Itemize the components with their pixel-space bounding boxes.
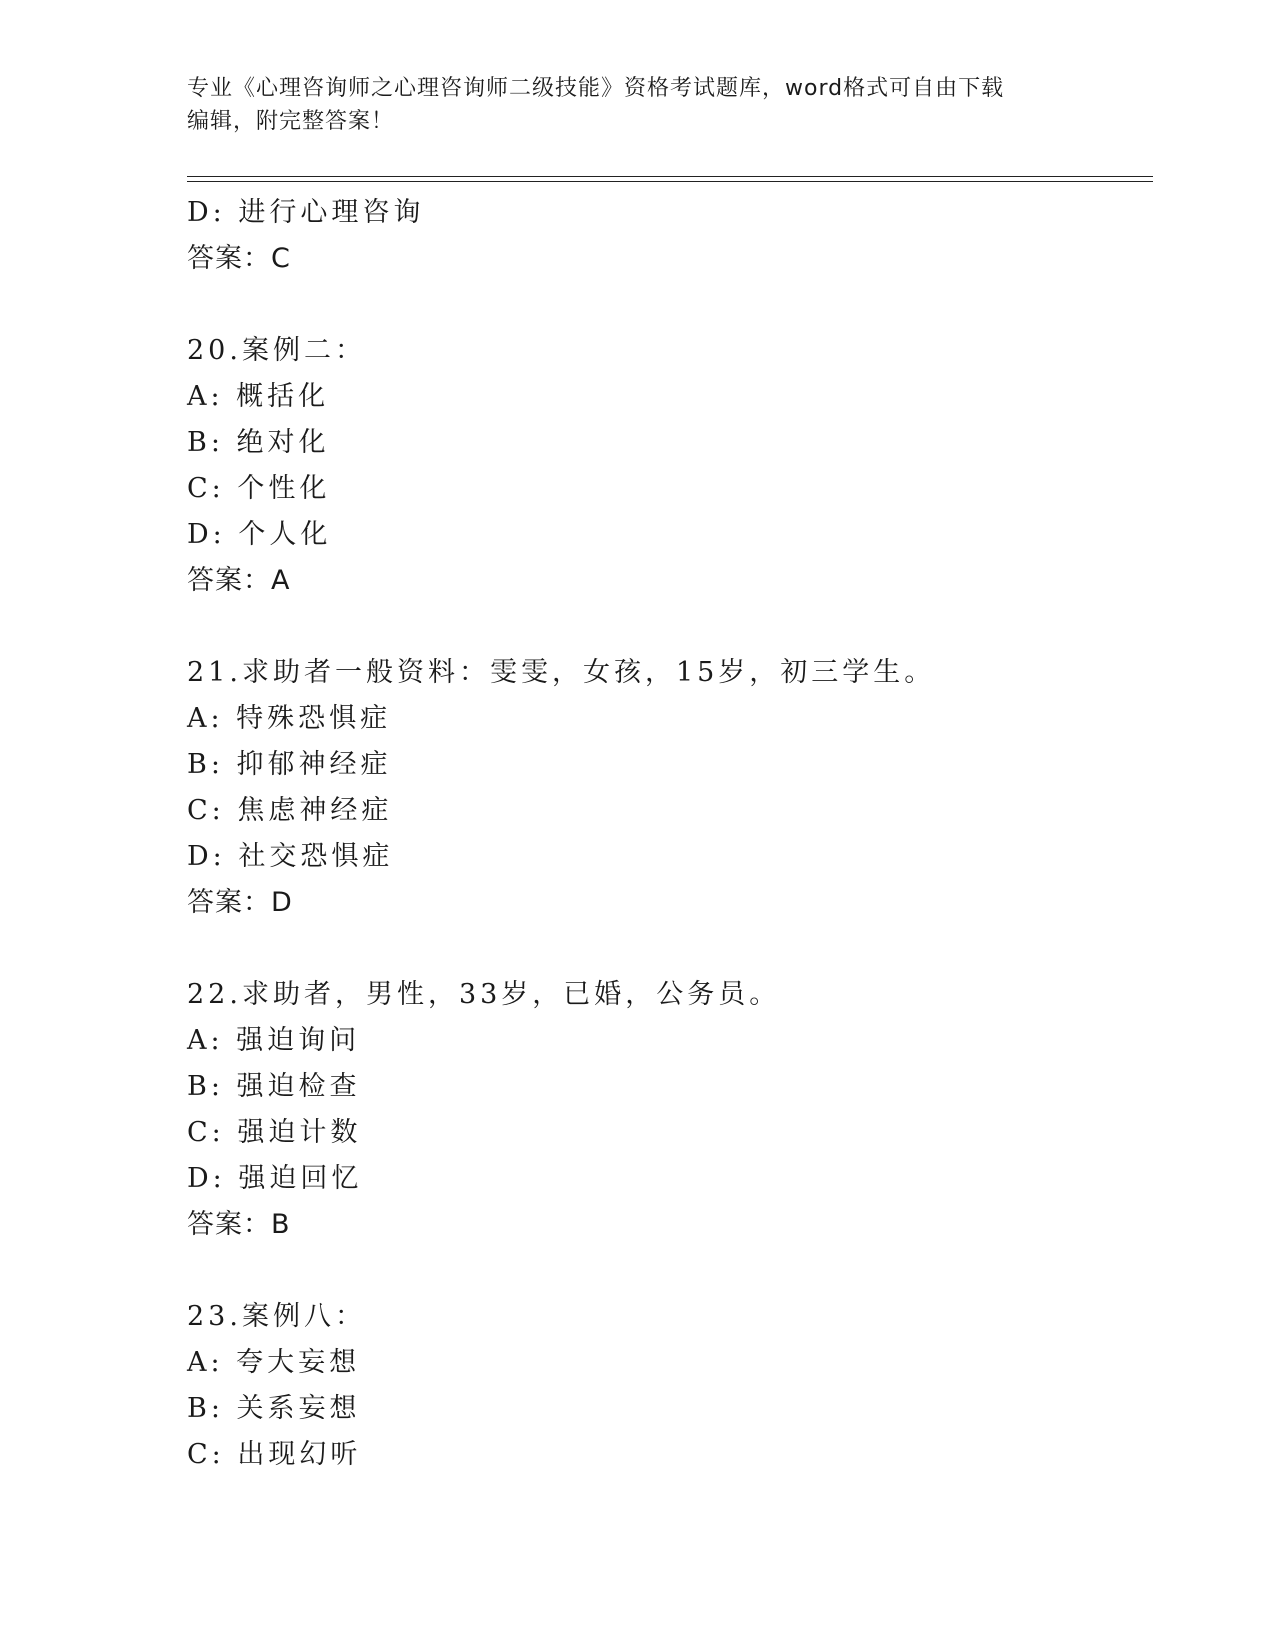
q23-option-b: B: 关系妄想 [187, 1393, 361, 1424]
q22-option-a: A: 强迫询问 [187, 1025, 361, 1056]
q22-option-d: D: 强迫回忆 [187, 1163, 363, 1194]
q21-option-d: D: 社交恐惧症 [187, 841, 394, 872]
q20-title: 20.案例二： [187, 335, 366, 366]
q20-option-a: A: 概括化 [187, 381, 330, 412]
q22-title: 22.求助者，男性，33岁，已婚，公务员。 [187, 979, 781, 1010]
q20-option-b: B: 绝对化 [187, 427, 330, 458]
spacer [187, 604, 1147, 650]
q21-title: 21.求助者一般资料：雯雯，女孩，15岁，初三学生。 [187, 657, 936, 688]
q22-option-b: B: 强迫检查 [187, 1071, 361, 1102]
header-rule-bottom [187, 181, 1153, 182]
q21-option-c: C: 焦虑神经症 [187, 795, 393, 826]
q22-option-c: C: 强迫计数 [187, 1117, 362, 1148]
q19-option-d: D: 进行心理咨询 [187, 197, 425, 228]
q21-option-b: B: 抑郁神经症 [187, 749, 392, 780]
q23-option-a: A: 夸大妄想 [187, 1347, 361, 1378]
q20-option-c: C: 个性化 [187, 473, 331, 504]
question-list [187, 190, 1147, 1478]
header-line-2: 编辑，附完整答案！ [187, 109, 395, 134]
header-line-1: 专业《心理咨询师之心理咨询师二级技能》资格考试题库，word格式可自由下载 [187, 76, 1005, 101]
spacer [187, 282, 1147, 328]
q23-option-c: C: 出现幻听 [187, 1439, 362, 1470]
q20-answer: 答案：A [187, 565, 291, 596]
q21-answer: 答案：D [187, 887, 293, 918]
q22-answer: 答案：B [187, 1209, 291, 1240]
document-header [187, 72, 1087, 138]
spacer [187, 926, 1147, 972]
header-rule-top [187, 176, 1153, 177]
q20-option-d: D: 个人化 [187, 519, 332, 550]
spacer [187, 1248, 1147, 1294]
q23-title: 23.案例八： [187, 1301, 366, 1332]
q19-answer: 答案：C [187, 243, 291, 274]
q21-option-a: A: 特殊恐惧症 [187, 703, 392, 734]
